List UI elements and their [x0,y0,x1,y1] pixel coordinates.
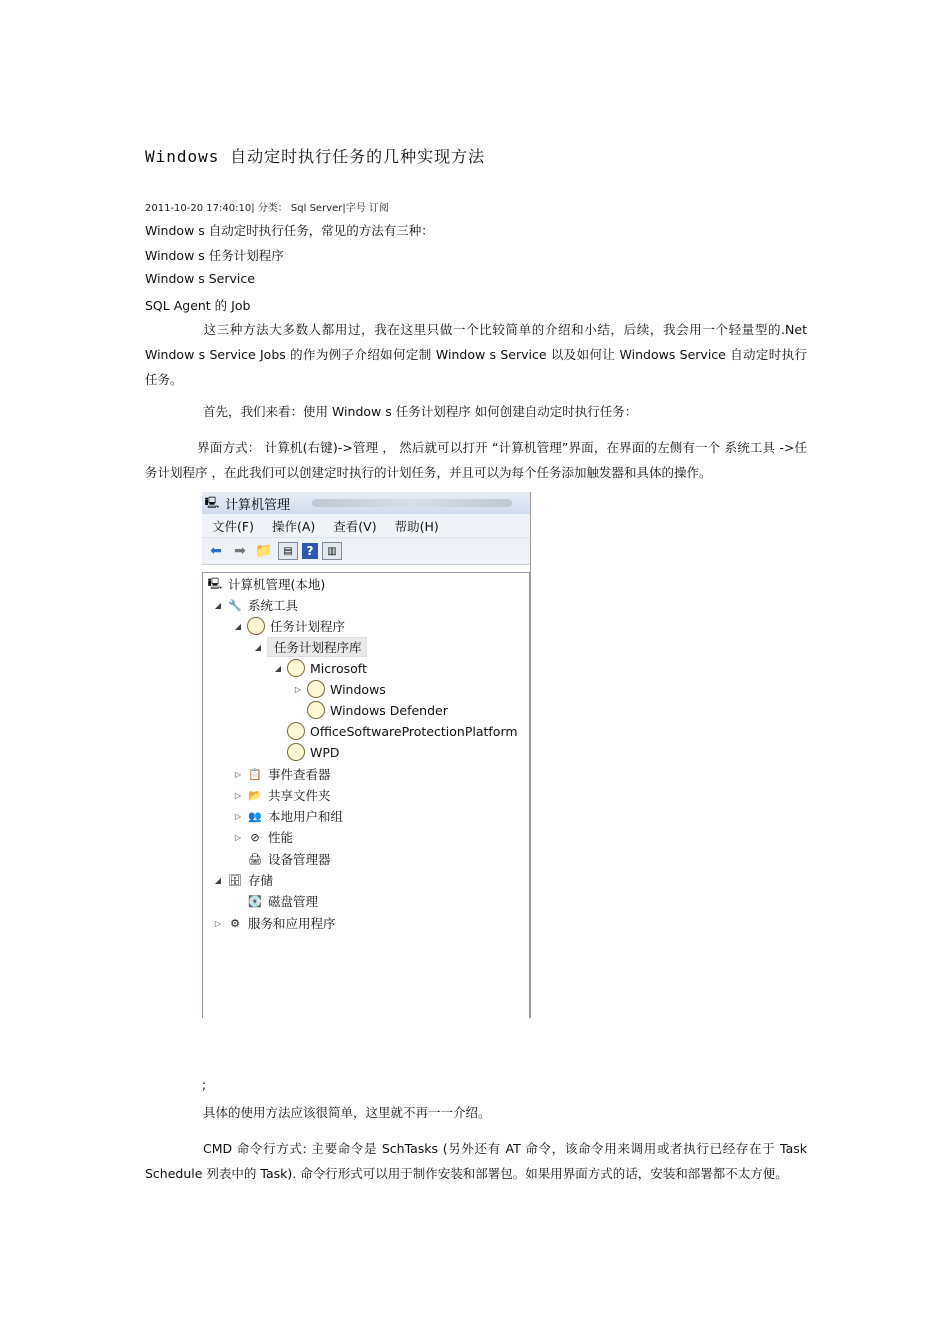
performance-icon: ⊘ [250,830,260,844]
tree-item-disk-management[interactable] [247,891,318,911]
tree-item-services-apps[interactable] [213,913,336,933]
task-folder-icon [287,743,305,761]
collapse-arrow-icon[interactable]: ▷ [234,811,242,821]
users-icon: 👥 [248,809,262,823]
tree-label: 系统工具 [248,598,299,613]
expand-arrow-icon[interactable]: ◢ [234,621,242,631]
tree-label: 磁盘管理 [268,894,319,909]
window-title: 计算机管理 [225,497,291,513]
computer-management-screenshot [202,492,531,1018]
event-viewer-icon: 📋 [248,767,262,781]
expand-arrow-icon[interactable]: ◢ [214,875,222,885]
tree-label-selected: 任务计划程序库 [267,637,367,657]
clock-icon [247,617,265,635]
method-2: Window s Service [145,271,255,286]
storage-icon: 🗄 [228,873,242,887]
tree-item-event-viewer[interactable] [233,764,331,784]
show-hide-tree-icon[interactable]: ▤ [278,542,298,560]
tree-item-shared-folders[interactable] [233,785,331,805]
tree-label: Windows Defender [330,702,448,718]
expand-arrow-icon[interactable]: ◢ [254,642,262,652]
expand-arrow-icon[interactable]: ◢ [274,663,282,673]
paragraph-5 [145,1136,807,1186]
tree-item-windows[interactable] [293,679,386,699]
toolbar [202,538,530,565]
tree-label: 本地用户和组 [268,809,344,824]
tree-item-local-users[interactable] [233,806,343,826]
tools-icon: 🔧 [228,598,242,612]
paragraph-3 [145,435,807,485]
intro-line: Window s 自动定时执行任务，常见的方法有三种： [145,223,434,238]
paragraph-1 [145,317,807,392]
tree-label: 任务计划程序 [270,619,346,634]
tree-label: 服务和应用程序 [248,916,336,931]
blurred-title-text [312,499,512,507]
menu-bar [202,514,530,538]
computer-icon: 🖳 [207,576,223,590]
menu-help[interactable]: 帮助(H) [394,518,439,534]
device-manager-icon: 🖨 [248,852,262,866]
collapse-arrow-icon[interactable]: ▷ [214,918,222,928]
collapse-arrow-icon[interactable]: ▷ [234,790,242,800]
tree-label: WPD [310,744,340,760]
tree-label: 共享文件夹 [268,788,331,803]
tree-label: 事件查看器 [268,767,331,782]
tree-item-office-protection[interactable] [287,721,518,741]
paragraph-3-text: 界面方式： 计算机(右键)->管理 ， 然后就可以打开 “计算机管理”界面，在界面的左侧有一个 系统工具 ->任务计划程序 ，在此我们可以创建定时执行的计划任务，并且可以为每个任务添加触发器和具体的操作。 [145,440,807,480]
window-titlebar [202,492,530,514]
tree-item-task-scheduler[interactable] [233,616,345,636]
tree-label: 设备管理器 [268,852,331,867]
disk-icon: 💽 [248,894,262,908]
back-arrow-icon[interactable]: ⬅ [210,543,222,559]
collapse-arrow-icon[interactable]: ▷ [234,832,242,842]
paragraph-2-text: 首先，我们来看：使用 Window s 任务计划程序 如何创建自动定时执行任务： [203,404,638,419]
navigation-tree [202,572,530,1018]
task-folder-icon [307,701,325,719]
up-folder-icon[interactable]: 📁 [255,543,273,559]
paragraph-1-text: 这三种方法大多数人都用过，我在这里只做一个比较简单的介绍和小结，后续，我会用一个轻量型的.Net Window s Service Jobs 的作为例子介绍如何定制 Window s Service 以及如何让 Windows Service 自动定时执行任务。 [145,322,807,387]
expand-arrow-icon[interactable]: ◢ [214,600,222,610]
collapse-arrow-icon[interactable]: ▷ [234,769,242,779]
tree-label: 性能 [268,830,294,845]
tree-item-wpd[interactable] [287,742,340,762]
tree-label: 计算机管理(本地) [228,577,326,592]
tree-item-storage[interactable] [213,870,273,890]
paragraph-4 [145,1100,807,1125]
tree-item-microsoft[interactable] [273,658,367,678]
menu-action[interactable]: 操作(A) [271,518,316,534]
tree-label: Microsoft [310,660,367,676]
paragraph-4-text: 具体的使用方法应该很简单，这里就不再一一介绍。 [203,1105,491,1120]
task-folder-icon [307,680,325,698]
computer-management-icon: 🖳 [204,495,220,509]
menu-file[interactable]: 文件(F) [212,518,254,534]
paragraph-5-text: CMD 命令行方式: 主要命令是 SchTasks (另外还有 AT 命令，该命令用来调用或者执行已经存在于 Task Schedule 列表中的 Task). 命令行形式可以用于制作安装和部署包。如果用界面方式的话，安装和部署都不太方便。 [145,1141,807,1181]
tree-label: OfficeSoftwareProtectionPlatform [310,723,518,739]
tree-item-task-scheduler-library[interactable] [253,637,367,657]
tree-item-performance[interactable] [233,827,293,847]
action-pane-icon[interactable]: ▥ [322,542,342,560]
task-folder-icon [287,659,305,677]
tree-label: 存储 [248,873,274,888]
semicolon: ; [202,1077,207,1092]
tree-label: Windows [330,681,386,697]
menu-view[interactable]: 查看(V) [333,518,377,534]
services-icon: ⚙ [230,916,240,930]
article-meta: 2011-10-20 17:40:10| 分类： Sql Server|字号 订阅 [145,203,389,214]
forward-arrow-icon[interactable]: ➡ [234,543,246,559]
task-folder-icon [287,722,305,740]
tree-item-computer-management[interactable] [207,574,325,594]
help-icon[interactable]: ? [302,543,318,559]
collapse-arrow-icon[interactable]: ▷ [294,684,302,694]
tree-item-system-tools[interactable] [213,595,298,615]
method-3: SQL Agent 的 Job [145,298,251,313]
paragraph-2 [145,399,807,424]
method-1: Window s 任务计划程序 [145,248,284,263]
tree-item-device-manager[interactable] [247,849,331,869]
shared-folder-icon: 📂 [248,788,262,802]
article-title: Windows 自动定时执行任务的几种实现方法 [145,147,486,166]
tree-item-windows-defender[interactable] [307,700,448,720]
